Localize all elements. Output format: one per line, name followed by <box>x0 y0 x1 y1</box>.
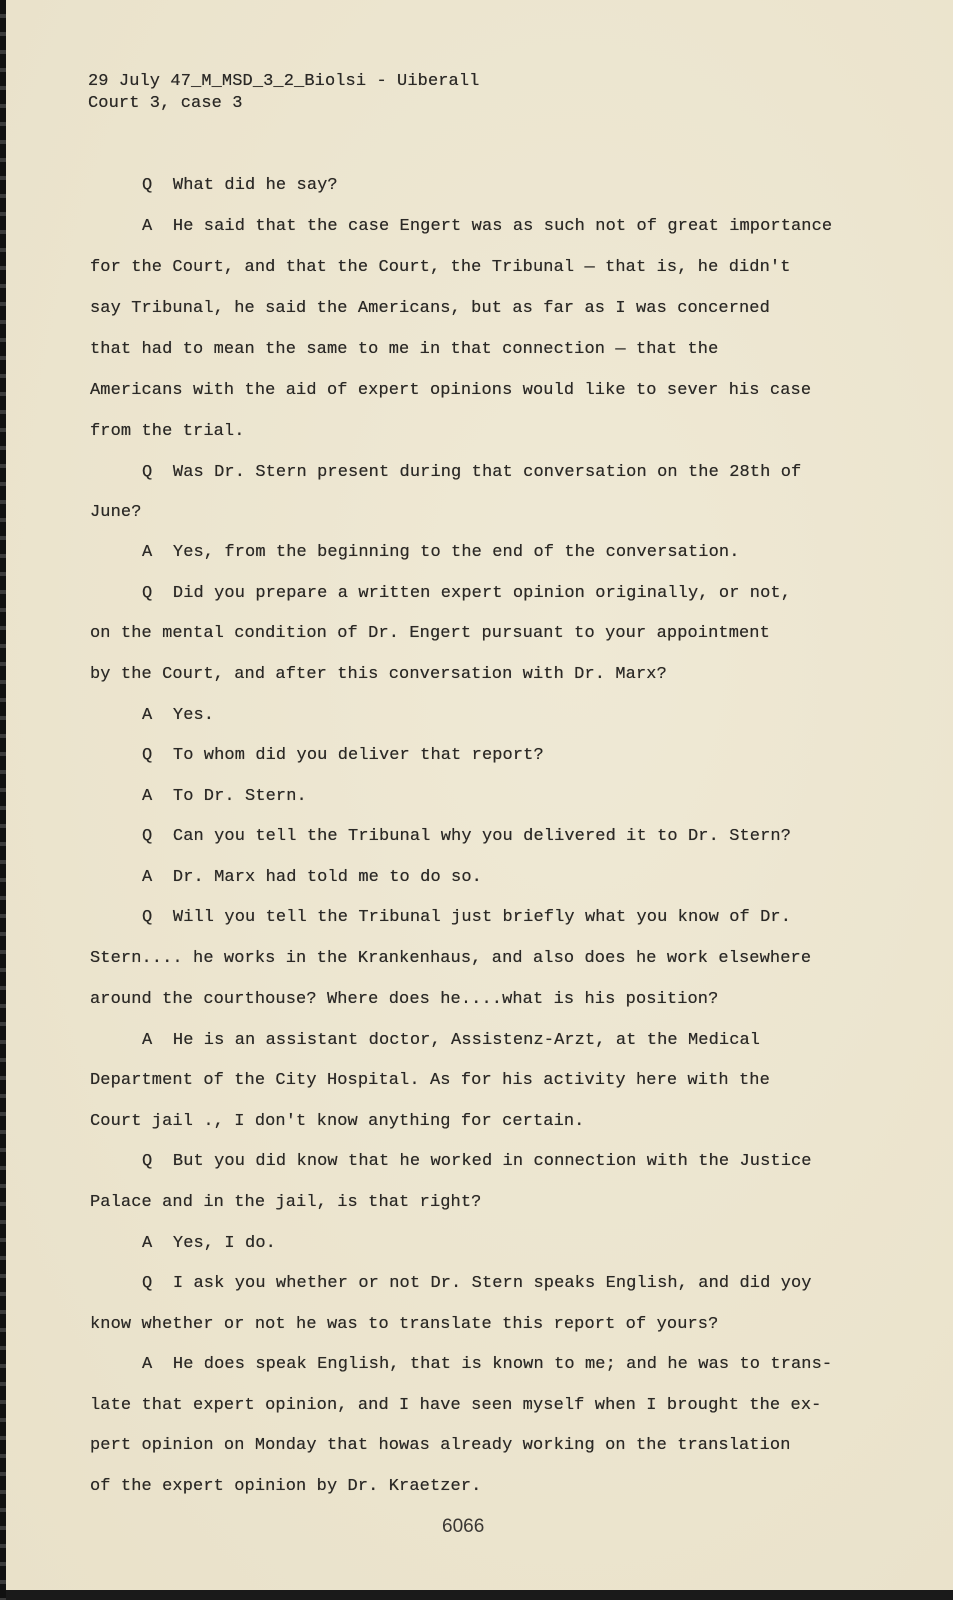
transcript-line: around the courthouse? Where does he....what is his position? <box>90 990 719 1009</box>
transcript-line: Q To whom did you deliver that report? <box>142 746 544 765</box>
transcript-line: Q Can you tell the Tribunal why you delivered it to Dr. Stern? <box>142 827 792 846</box>
transcript-line: Q Did you prepare a written expert opinion originally, or not, <box>142 584 792 603</box>
transcript-line: of the expert opinion by Dr. Kraetzer. <box>90 1477 482 1496</box>
transcript-line: Q I ask you whether or not Dr. Stern speaks English, and did yoy <box>142 1274 812 1293</box>
transcript-line: late that expert opinion, and I have seen myself when I brought the ex- <box>90 1396 822 1415</box>
transcript-line: A He is an assistant doctor, Assistenz-Arzt, at the Medical <box>142 1031 761 1050</box>
transcript-line: A Dr. Marx had told me to do so. <box>142 868 482 887</box>
transcript-line: A Yes, I do. <box>142 1234 276 1253</box>
transcript-line: Stern.... he works in the Krankenhaus, and also does he work elsewhere <box>90 949 812 968</box>
transcript-line: June? <box>90 503 142 522</box>
document-page <box>6 0 953 1590</box>
transcript-line: A He does speak English, that is known to me; and he was to trans- <box>142 1355 833 1374</box>
transcript-line: A Yes. <box>142 706 215 725</box>
transcript-line: Q What did he say? <box>142 176 338 195</box>
transcript-line: Q Was Dr. Stern present during that conversation on the 28th of <box>142 463 802 482</box>
page-number: 6066 <box>442 1516 485 1537</box>
transcript-line: by the Court, and after this conversation with Dr. Marx? <box>90 665 667 684</box>
transcript-line: Palace and in the jail, is that right? <box>90 1193 482 1212</box>
transcript-line: Court jail ., I don't know anything for certain. <box>90 1112 585 1131</box>
transcript-line: Q But you did know that he worked in connection with the Justice <box>142 1152 812 1171</box>
transcript-line: on the mental condition of Dr. Engert pursuant to your appointment <box>90 624 770 643</box>
transcript-line: that had to mean the same to me in that connection — that the <box>90 340 719 359</box>
transcript-line: Q Will you tell the Tribunal just briefly what you know of Dr. <box>142 908 792 927</box>
transcript-line: for the Court, and that the Court, the Tribunal — that is, he didn't <box>90 258 791 277</box>
header-line-2: Court 3, case 3 <box>88 94 243 113</box>
transcript-line: A He said that the case Engert was as such not of great importance <box>142 217 833 236</box>
transcript-line: from the trial. <box>90 422 245 441</box>
transcript-line: Department of the City Hospital. As for his activity here with the <box>90 1071 770 1090</box>
transcript-line: pert opinion on Monday that howas already working on the translation <box>90 1436 791 1455</box>
transcript-line: say Tribunal, he said the Americans, but as far as I was concerned <box>90 299 770 318</box>
transcript-line: A To Dr. Stern. <box>142 787 307 806</box>
transcript-line: Americans with the aid of expert opinions would like to sever his case <box>90 381 812 400</box>
header-line-1: 29 July 47_M_MSD_3_2_Biolsi - Uiberall <box>88 72 480 91</box>
transcript-line: A Yes, from the beginning to the end of the conversation. <box>142 543 740 562</box>
transcript-line: know whether or not he was to translate this report of yours? <box>90 1315 719 1334</box>
